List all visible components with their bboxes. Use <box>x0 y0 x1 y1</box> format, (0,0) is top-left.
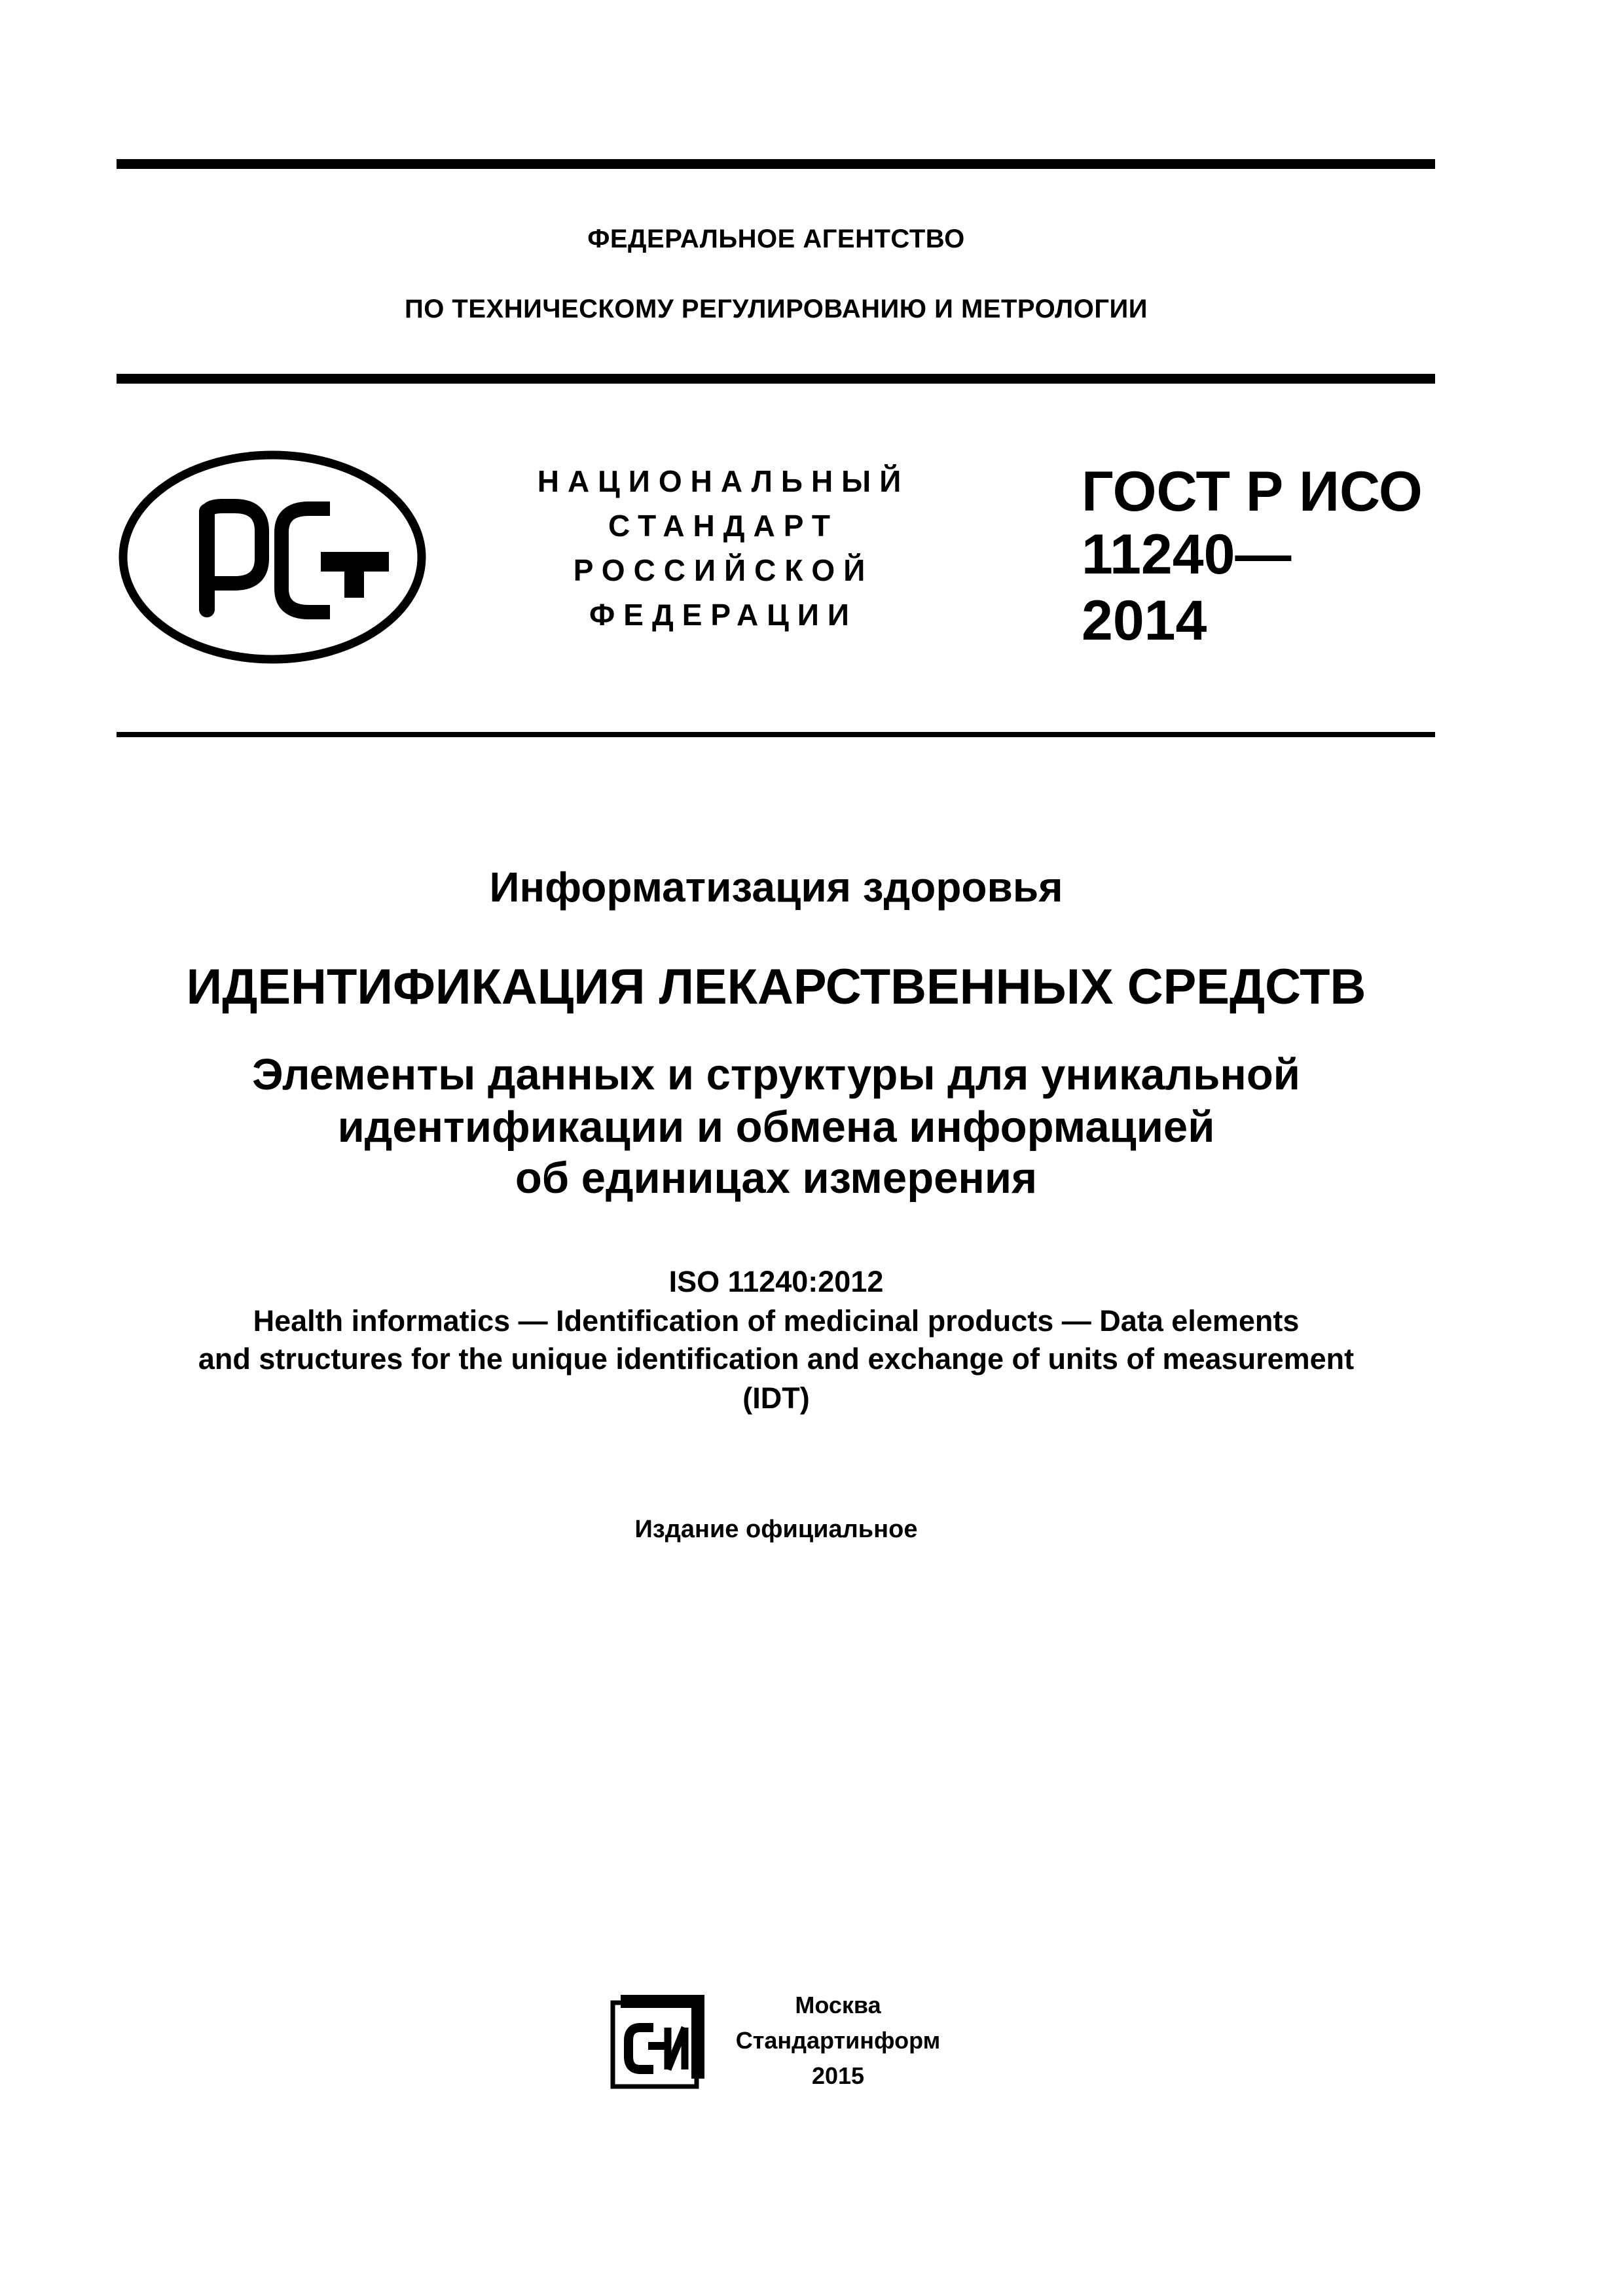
agency-line-1: ФЕДЕРАЛЬНОЕ АГЕНТСТВО <box>587 225 965 253</box>
top-rule <box>117 159 1435 169</box>
agency-line-2: ПО ТЕХНИЧЕСКОМУ РЕГУЛИРОВАНИЮ И МЕТРОЛОГИИ <box>404 295 1148 323</box>
national-standard-line-2: СТАНДАРТ <box>608 509 839 543</box>
iso-title-line-2: and structures for the unique identification and exchange of units of measurement <box>198 1342 1355 1376</box>
standard-designation-line-3: 2014 <box>1082 589 1207 652</box>
iso-title-line-1: Health informatics — Identification of medicinal products — Data elements <box>253 1304 1300 1338</box>
iso-equivalence: (IDT) <box>742 1381 810 1415</box>
national-standard-line-3: РОССИЙСКОЙ <box>573 553 874 587</box>
national-standard-line-1: НАЦИОНАЛЬНЫЙ <box>537 464 910 498</box>
publisher-city: Москва <box>795 1992 881 2018</box>
standard-designation-line-1: ГОСТ Р ИСО <box>1082 460 1423 523</box>
standartinform-logo-icon <box>608 1994 706 2092</box>
main-title: ИДЕНТИФИКАЦИЯ ЛЕКАРСТВЕННЫХ СРЕДСТВ <box>186 959 1366 1015</box>
national-standard-line-4: ФЕДЕРАЦИИ <box>589 598 858 632</box>
title-block-divider <box>117 732 1435 737</box>
gost-r-logo-icon <box>117 448 428 666</box>
publication-year: 2015 <box>811 2062 865 2089</box>
subtitle-line-2: идентификации и обмена информацией <box>337 1102 1215 1152</box>
edition-label: Издание официальное <box>634 1516 918 1543</box>
subtitle-line-1: Элементы данных и структуры для уникальной <box>252 1050 1300 1099</box>
iso-reference: ISO 11240:2012 <box>668 1265 884 1298</box>
domain-title: Информатизация здоровья <box>489 864 1063 911</box>
header-divider <box>117 374 1435 384</box>
standard-designation-line-2: 11240— <box>1082 523 1292 586</box>
publisher-name: Стандартинформ <box>735 2027 941 2054</box>
subtitle-line-3: об единицах измерения <box>515 1154 1038 1203</box>
